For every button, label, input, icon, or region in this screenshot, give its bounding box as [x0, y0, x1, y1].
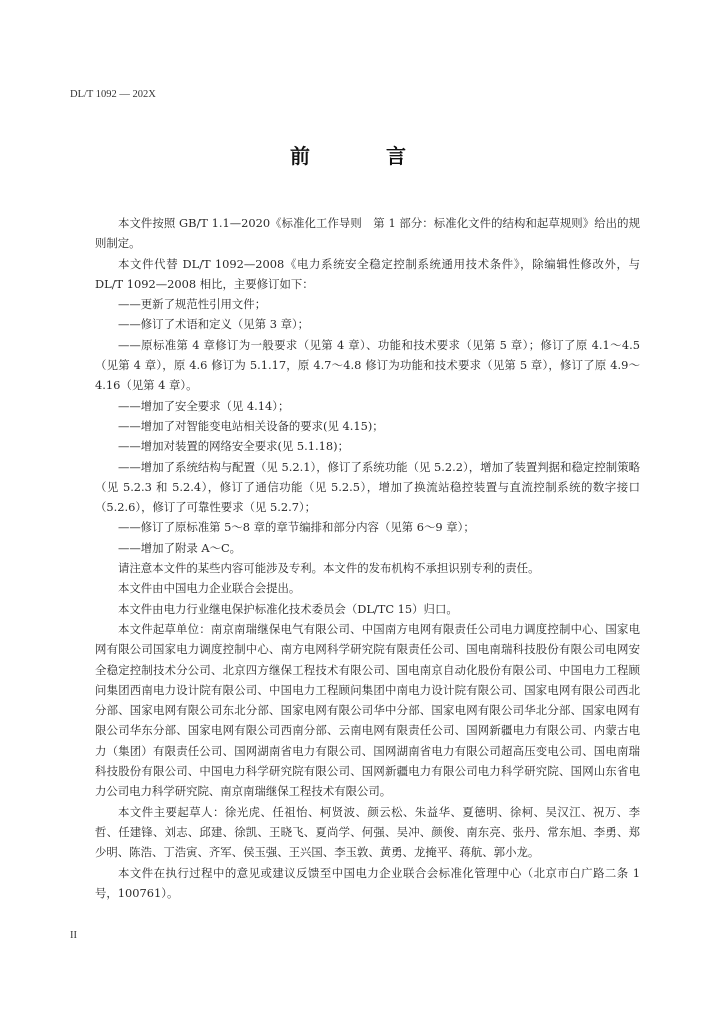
paragraph-feedback: 本文件在执行过程中的意见或建议反馈至中国电力企业联合会标准化管理中心（北京市白广路二条 1 号，100761）。	[95, 865, 640, 900]
change-item: ——修订了术语和定义（见第 3 章）；	[118, 317, 310, 332]
page-number: II	[70, 930, 77, 941]
paragraph-basis: 本文件按照 GB/T 1.1—2020《标准化工作导则 第 1 部分：标准化文件的结构和起草规则》给出的规则制定。	[95, 216, 640, 251]
change-item: ——增加了系统结构与配置（见 5.2.1），修订了系统功能（见 5.2.2），增加了装置判据和稳定控制策略（见 5.2.3 和 5.2.4），修订了通信功能（见 5.2.5），增加了换流站稳控装置与直流控制系统的数字接口（5.2.6），修订了可靠性要求（见 5.2.7）；	[95, 459, 640, 515]
foreword-body	[95, 213, 640, 903]
change-item: ——增加对装置的网络安全要求(见 5.1.18)；	[118, 439, 349, 454]
change-item: ——更新了规范性引用文件；	[118, 297, 267, 312]
change-item: ——增加了附录 A～C。	[118, 540, 242, 555]
change-item: ——增加了安全要求（见 4.14）；	[118, 398, 290, 413]
change-item: ——增加了对智能变电站相关设备的要求(见 4.15)；	[118, 418, 384, 433]
page-title: 前 言	[290, 144, 434, 168]
paragraph-committee: 本文件由电力行业继电保护标准化技术委员会（DL/TC 15）归口。	[118, 601, 458, 616]
paragraph-drafting-units: 本文件起草单位：南京南瑞继保电气有限公司、中国南方电网有限责任公司电力调度控制中心、国家电网有限公司国家电力调度控制中心、南方电网科学研究院有限责任公司、国电南瑞科技股份有限公司电网安全稳定控制技术分公司、北京四方继保工程技术有限公司、国电南京自动化股份有限公司、中国电力工程顾问集团西南电力设计院有限公司、中国电力工程顾问集团中南电力设计院有限公司、国家电网有限公司西北分部、国家电网有限公司东北分部、国家电网有限公司华中分部、国家电网有限公司华北分部、国家电网有限公司华东分部、国家电网有限公司西南分部、云南电网有限责任公司、国网新疆电力有限公司、内蒙古电力（集团）有限责任公司、国网湖南省电力有限公司、国网湖南省电力有限公司超高压变电公司、国电南瑞科技股份有限公司、中国电力科学研究院有限公司、国网新疆电力有限公司电力科学研究院、国网山东省电力公司电力科学研究院、南京南瑞继保工程技术有限公司。	[95, 621, 640, 799]
change-item: ——修订了原标准第 5～8 章的章节编排和部分内容（见第 6～9 章）；	[118, 520, 475, 535]
paragraph-replaces: 本文件代替 DL/T 1092—2008《电力系统安全稳定控制系统通用技术条件》，除编辑性修改外，与 DL/T 1092—2008 相比，主要修订如下：	[95, 256, 640, 291]
paragraph-patent: 请注意本文件的某些内容可能涉及专利。本文件的发布机构不承担识别专利的责任。	[118, 561, 540, 576]
paragraph-proposer: 本文件由中国电力企业联合会提出。	[118, 581, 301, 596]
change-item: ——原标准第 4 章修订为一般要求（见第 4 章）、功能和技术要求（见第 5 章）；修订了原 4.1～4.5（见第 4 章），原 4.6 修订为 5.1.17，原 4.7～4.8 修订为功能和技术要求（见第 5 章），修订了原 4.9～4.16（见第 4 章）。	[95, 337, 640, 393]
document-number: DL/T 1092 — 202X	[70, 89, 156, 100]
paragraph-drafters: 本文件主要起草人：徐光虎、任祖怡、柯贤波、颜云松、朱益华、夏德明、徐柯、吴汉江、祝万、李哲、任建锋、刘志、邱建、徐凯、王晓飞、夏尚学、何强、吴冲、颜俊、南东亮、张丹、常东旭、李勇、郑少明、陈浩、丁浩寅、齐军、侯玉强、王兴国、李玉敦、黄勇、龙掩平、蒋航、郭小龙。	[95, 804, 640, 860]
